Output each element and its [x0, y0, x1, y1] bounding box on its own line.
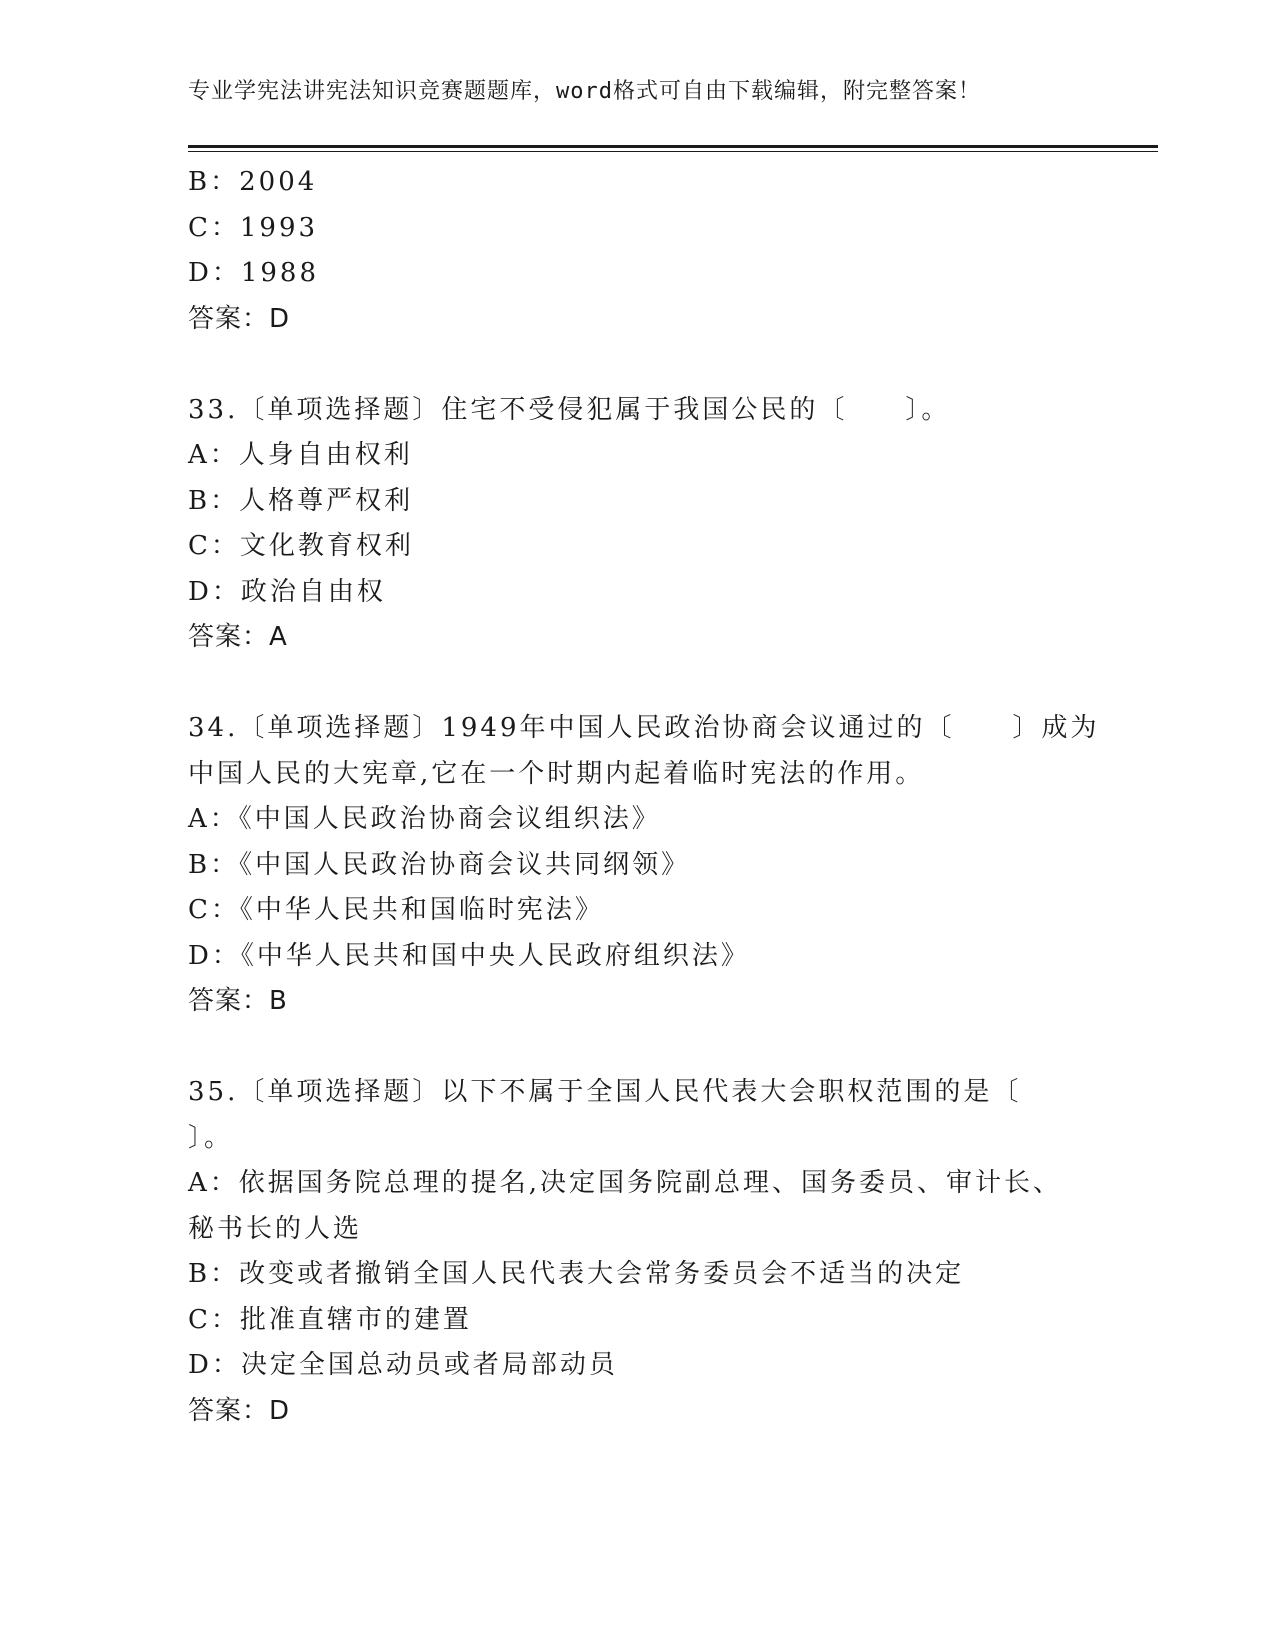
answer: 答案：B [188, 986, 288, 1016]
option-a: A：依据国务院总理的提名,决定国务院副总理、国务委员、审计长、 [188, 1168, 1063, 1198]
option-d: D：政治自由权 [188, 576, 386, 607]
question-stem: 34.〔单项选择题〕1949年中国人民政治协商会议通过的〔 〕成为 [188, 713, 1100, 743]
option-c: C：批准直辖市的建置 [188, 1304, 472, 1335]
question-stem: 35.〔单项选择题〕以下不属于全国人民代表大会职权范围的是〔 [188, 1077, 1022, 1107]
page-header: 专业学宪法讲宪法知识竞赛题题库，word格式可自由下载编辑，附完整答案！ [188, 79, 981, 104]
question-35 [188, 1070, 1088, 1434]
option-a-continued: 秘书长的人选 [188, 1213, 363, 1244]
question-33 [188, 388, 1088, 661]
answer: 答案：A [188, 622, 288, 652]
option-b: B：《中国人民政治协商会议共同纲领》 [188, 849, 691, 880]
option-d: D：1988 [188, 258, 320, 288]
option-b: B：人格尊严权利 [188, 485, 414, 516]
question-stem-continued: 〕。 [188, 1122, 234, 1153]
option-c: C：文化教育权利 [188, 531, 414, 561]
option-b: B：2004 [188, 167, 318, 197]
option-b: B：改变或者撤销全国人民代表大会常务委员会不适当的决定 [188, 1259, 965, 1289]
option-c: C：《中华人民共和国临时宪法》 [188, 895, 604, 925]
option-a: A：《中国人民政治协商会议组织法》 [188, 804, 661, 834]
answer: 答案：D [188, 1395, 291, 1426]
header-rule-thin [188, 151, 1158, 152]
header-rule-thick [188, 145, 1158, 148]
spacer [188, 342, 1088, 388]
option-d: D：《中华人民共和国中央人民政府组织法》 [188, 940, 750, 971]
option-a: A：人身自由权利 [188, 440, 413, 470]
option-d: D：决定全国总动员或者局部动员 [188, 1350, 618, 1380]
question-34 [188, 706, 1100, 1025]
spacer [188, 1025, 1088, 1071]
spacer [188, 661, 1088, 707]
question-stem-continued: 中国人民的大宪章,它在一个时期内起着临时宪法的作用。 [188, 758, 925, 789]
question-list [188, 160, 1100, 1434]
option-c: C：1993 [188, 212, 319, 243]
question-32-tail [188, 160, 1088, 342]
question-stem: 33.〔单项选择题〕住宅不受侵犯属于我国公民的〔 〕。 [188, 394, 951, 425]
answer: 答案：D [188, 303, 291, 334]
